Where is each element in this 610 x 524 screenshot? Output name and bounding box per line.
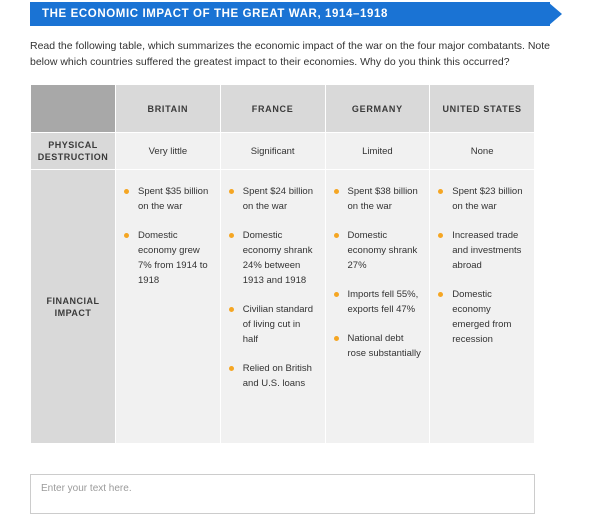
table-corner-cell — [31, 85, 116, 133]
column-header-united-states: UNITED STATES — [430, 85, 535, 133]
cell-physical-france: Significant — [220, 133, 325, 170]
bullet-item: National debt rose substantially — [334, 331, 422, 361]
cell-financial-france — [220, 170, 325, 444]
answer-input[interactable] — [30, 474, 535, 514]
table-row — [31, 170, 535, 444]
economic-impact-table-wrapper — [30, 84, 535, 444]
bullet-item: Spent $35 billion on the war — [124, 184, 212, 214]
bullet-list-france — [229, 184, 317, 391]
bullet-item: Spent $38 billion on the war — [334, 184, 422, 214]
bullet-item: Domestic economy shrank 27% — [334, 228, 422, 273]
cell-financial-germany — [325, 170, 430, 444]
bullet-item: Domestic economy grew 7% from 1914 to 1918 — [124, 228, 212, 288]
table-head — [31, 85, 535, 133]
bullet-item: Domestic economy shrank 24% between 1913 and 1918 — [229, 228, 317, 288]
table-header-row — [31, 85, 535, 133]
column-header-france: FRANCE — [220, 85, 325, 133]
bullet-item: Relied on British and U.S. loans — [229, 361, 317, 391]
cell-financial-united-states — [430, 170, 535, 444]
economic-impact-table — [30, 84, 535, 444]
cell-physical-united-states: None — [430, 133, 535, 170]
instructions-text: Read the following table, which summarizes the economic impact of the war on the four major combatants. Note below which countries suffered the greatest impact to their economies. Why do you think this occurred? — [30, 40, 551, 68]
bullet-list-britain — [124, 184, 212, 288]
cell-physical-germany: Limited — [325, 133, 430, 170]
bullet-list-united-states — [438, 184, 526, 347]
bullet-item: Domestic economy emerged from recession — [438, 287, 526, 347]
cell-financial-britain — [116, 170, 221, 444]
bullet-item: Spent $23 billion on the war — [438, 184, 526, 214]
bullet-item: Spent $24 billion on the war — [229, 184, 317, 214]
worksheet-page — [0, 2, 610, 524]
bullet-item: Increased trade and investments abroad — [438, 228, 526, 273]
title-banner — [30, 2, 550, 26]
row-header-physical-destruction: PHYSICAL DESTRUCTION — [31, 133, 116, 170]
table-row — [31, 133, 535, 170]
banner-container — [0, 2, 610, 26]
row-header-financial-impact: FINANCIAL IMPACT — [31, 170, 116, 444]
column-header-britain: BRITAIN — [116, 85, 221, 133]
cell-physical-britain: Very little — [116, 133, 221, 170]
banner-arrow-shape — [548, 2, 562, 26]
column-header-germany: GERMANY — [325, 85, 430, 133]
bullet-item: Imports fell 55%, exports fell 47% — [334, 287, 422, 317]
answer-area — [30, 474, 535, 519]
bullet-item: Civilian standard of living cut in half — [229, 302, 317, 347]
page-title: THE ECONOMIC IMPACT OF THE GREAT WAR, 1914–1918 — [42, 8, 388, 20]
bullet-list-germany — [334, 184, 422, 361]
table-body — [31, 133, 535, 444]
